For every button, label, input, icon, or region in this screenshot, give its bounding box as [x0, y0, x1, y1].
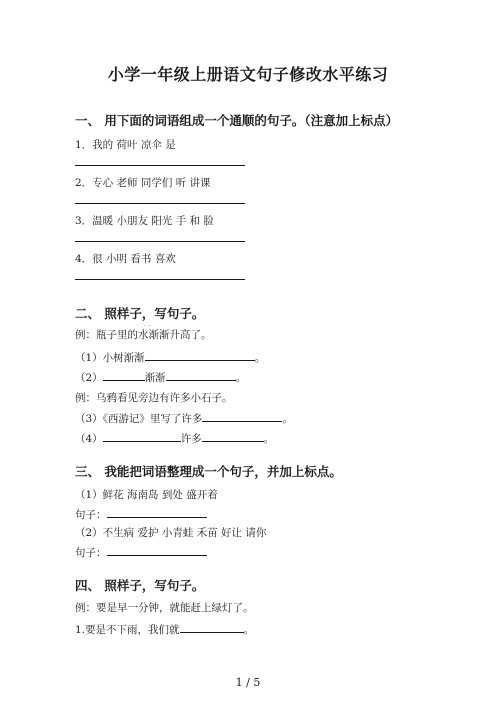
- s2-example-1: 例：瓶子里的水渐渐升高了。: [75, 329, 212, 341]
- s2-q2-blank-1[interactable]: [103, 369, 145, 381]
- s3-answer-blank-1[interactable]: [107, 506, 207, 518]
- s2-q4-end: 。: [263, 433, 275, 445]
- section-2-heading: 二、 照样子，写句子。: [75, 306, 205, 321]
- s2-q2-blank-2[interactable]: [166, 369, 236, 381]
- s4-q1-prefix: 1.要是不下雨，我们就: [75, 624, 180, 636]
- s3-answer-1: [75, 506, 207, 522]
- s4-example: 例：要是早一分钟，就能赶上绿灯了。: [75, 602, 254, 614]
- s4-question-1: [75, 621, 254, 637]
- page-number: 1 / 5: [235, 676, 261, 689]
- s2-question-4: [75, 430, 274, 446]
- s2-q3-prefix: （3）《西游记》里写了许多: [75, 413, 203, 425]
- s3-question-1: （1）鲜花 海南岛 到处 盛开着: [75, 489, 218, 501]
- s3-answer-label-1: 句子：: [75, 509, 107, 521]
- s3-question-2: （2）不生病 爱护 小青蛙 禾苗 好让 请你: [75, 527, 267, 539]
- s2-q3-blank[interactable]: [202, 410, 282, 422]
- s2-q1-end: 。: [254, 352, 266, 364]
- s3-answer-2: [75, 544, 207, 560]
- s2-q4-blank-1[interactable]: [103, 430, 181, 442]
- s1-question-1: 1．我的 荷叶 凉伞 是: [75, 139, 176, 151]
- s1-question-4: 4．很 小明 看书 喜欢: [75, 253, 176, 265]
- s2-q1-blank[interactable]: [145, 349, 255, 361]
- s2-q2-mid: 渐渐: [144, 372, 166, 384]
- s2-question-2: [75, 369, 246, 385]
- section-3-heading: 三、 我能把词语整理成一个句子，并加上标点。: [75, 464, 342, 479]
- s2-example-2: 例：乌鸦看见旁边有许多小石子。: [75, 392, 233, 404]
- page-title: 小学一年级上册语文句子修改水平练习: [107, 65, 389, 84]
- section-1-heading: 一、 用下面的词语组成一个通顺的句子。（注意加上标点）: [75, 113, 399, 128]
- section-4-heading: 四、 照样子，写句子。: [75, 578, 205, 593]
- emphasis-dots: ··: [144, 323, 154, 330]
- s2-q4-blank-2[interactable]: [202, 430, 264, 442]
- s1-question-3: 3．温暖 小朋友 阳光 手 和 脸: [75, 215, 214, 227]
- s2-question-3: [75, 410, 293, 426]
- s2-q2-prefix: （2）: [75, 372, 103, 384]
- s1-question-2: 2．专心 老师 同学们 听 讲课: [75, 177, 211, 189]
- s1-answer-line-1[interactable]: [75, 165, 245, 166]
- s1-answer-line-3[interactable]: [75, 241, 245, 242]
- s1-answer-line-2[interactable]: [75, 203, 245, 204]
- s2-q3-end: 。: [282, 413, 293, 425]
- s2-q4-prefix: （4）: [75, 433, 103, 445]
- s2-q1-prefix: （1）小树渐渐: [75, 352, 145, 364]
- s4-q1-end: 。: [243, 624, 255, 636]
- s2-question-1: [75, 349, 265, 365]
- s2-q4-mid: 许多: [180, 433, 202, 445]
- s3-answer-label-2: 句子：: [75, 547, 107, 559]
- s2-q2-end: 。: [235, 372, 247, 384]
- s1-answer-line-4[interactable]: [75, 279, 245, 280]
- s4-q1-blank[interactable]: [180, 621, 244, 633]
- s3-answer-blank-2[interactable]: [107, 544, 207, 556]
